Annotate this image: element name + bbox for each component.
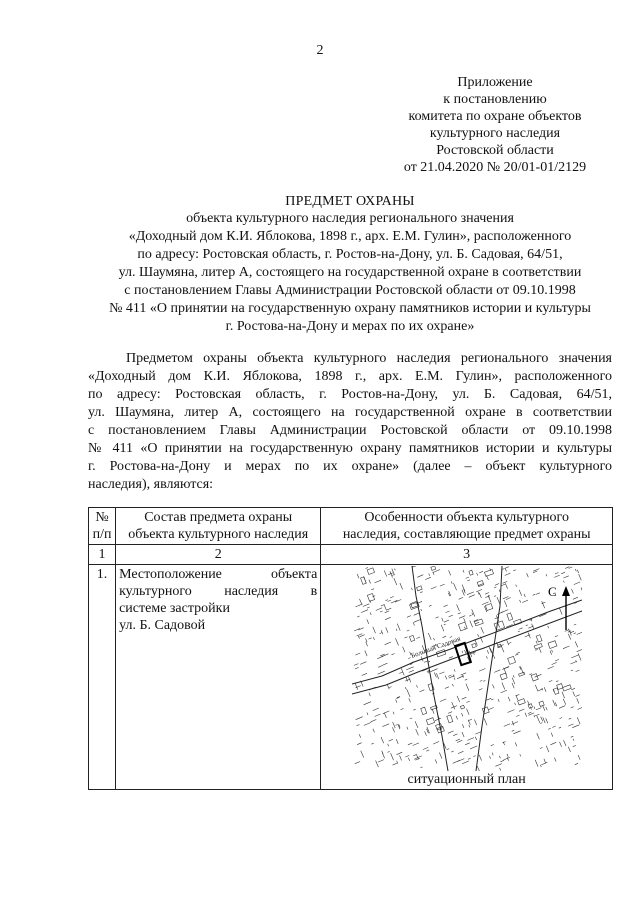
appendix-line: от 21.04.2020 № 20/01-01/2129 [403,160,587,175]
body-line: № 411 «О принятии на государственную охрану памятников истории и культуры [88,441,612,456]
situation-plan-map [352,566,582,771]
table-header-row [89,508,613,545]
row-composition [116,565,321,790]
subtitle-line: с постановлением Главы Администрации Ростовской области от 09.10.1998 [124,283,576,298]
body-line: «Доходный дом К.И. Яблокова, 1898 г., арх. Е.М. Гулин», расположенного [88,369,612,384]
subtitle-line: ул. Шаумяна, литер А, состоящего на государственной охране в соответствии [118,265,582,280]
composition-line: ул. Б. Садовой [119,618,206,633]
appendix-line: Приложение [457,75,533,90]
subtitle-line: № 411 «О принятии на государственную охрану памятников истории и культуры [109,301,591,316]
protection-table [88,507,613,790]
body-paragraph [88,350,612,494]
header-line: объекта культурного наследия [128,527,309,542]
appendix-block [380,74,610,176]
map-street-label: Большая Садовая [409,634,462,660]
body-line: Предметом охраны объекта культурного наследия регионального значения [126,351,612,366]
header-number [89,508,116,545]
map-caption: ситуационный план [407,772,526,787]
header-features [321,508,613,545]
appendix-line: к постановлению [443,92,547,107]
body-line: с постановлением Главы Администрации Ростовской области от 09.10.1998 [88,423,612,438]
header-line: Особенности объекта культурного [364,510,569,525]
column-number: 3 [321,545,613,565]
subtitle-line: «Доходный дом К.И. Яблокова, 1898 г., арх. Е.М. Гулин», расположенного [128,229,572,244]
subtitle-line: объекта культурного наследия регионального значения [186,211,514,226]
column-number: 1 [89,545,116,565]
row-features [321,565,613,790]
header-line: п/п [92,527,112,542]
title-block [88,193,612,336]
page-number: 2 [316,43,324,58]
subtitle-line: г. Ростова-на-Дону и мерах по их охране» [225,319,475,334]
row-number: 1. [89,565,116,790]
table-row [89,565,613,790]
body-line: по адресу: Ростовская область, г. Ростов-на-Дону, ул. Б. Садовая, 64/51, [88,387,612,402]
appendix-line: Ростовской области [436,143,554,158]
column-number: 2 [116,545,321,565]
north-label: С [547,584,557,599]
body-line: наследия), являются: [88,477,214,492]
composition-line: системе застройки [119,601,230,616]
header-line: № [95,510,109,525]
header-line: наследия, составляющие предмет охраны [342,527,591,542]
document-title: ПРЕДМЕТ ОХРАНЫ [285,194,415,209]
appendix-line: культурного наследия [429,126,561,141]
subtitle-line: по адресу: Ростовская область, г. Ростов-на-Дону, ул. Б. Садовая, 64/51, [137,247,563,262]
body-line: г. Ростова-на-Дону и мерах по их охране» (далее – объект культурного [88,459,612,474]
composition-line: культурного наследия в [119,584,318,599]
header-composition [116,508,321,545]
body-line: ул. Шаумяна, литер А, состоящего на государственной охране в соответствии [88,405,612,420]
composition-line: Местоположение объекта [119,567,318,582]
situation-map-image [352,566,582,771]
appendix-line: комитета по охране объектов [408,109,582,124]
column-number-row [89,545,613,565]
composition-text [119,566,317,634]
header-line: Состав предмета охраны [144,510,293,525]
